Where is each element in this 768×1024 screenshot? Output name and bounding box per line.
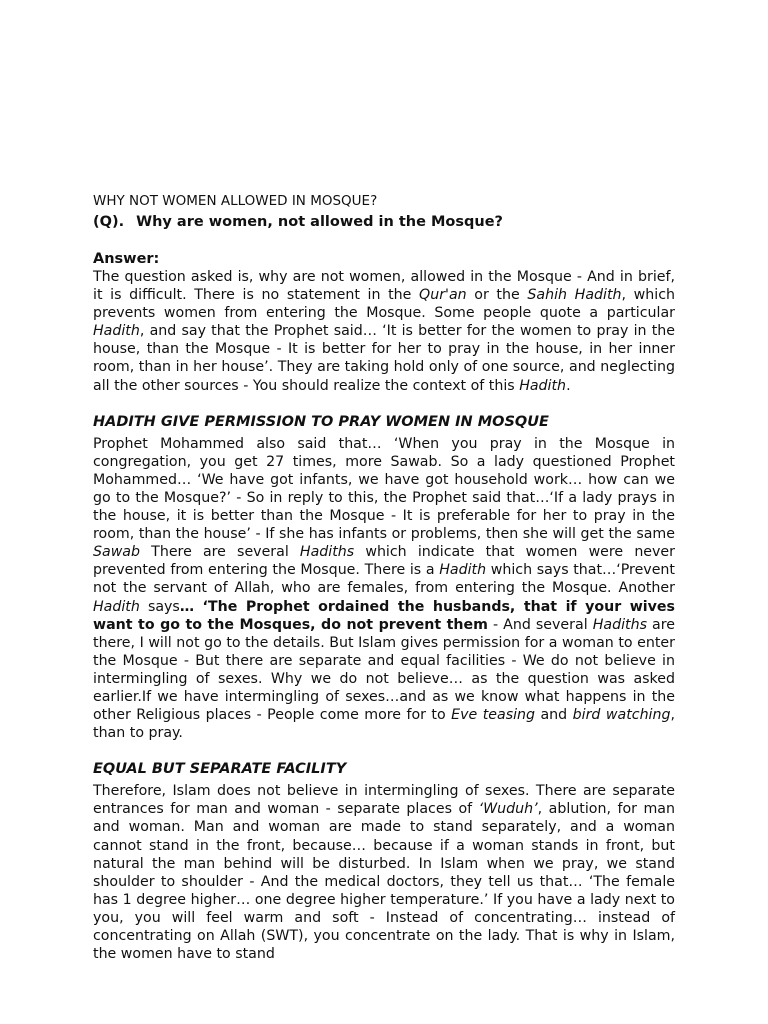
question-line: [93, 212, 675, 232]
answer-label: Answer:: [93, 251, 160, 267]
body-text: says: [139, 598, 180, 615]
body-text: There are several: [140, 544, 300, 561]
answer-paragraph: [93, 268, 675, 395]
body-text: , ablution, for man and woman. Man and woman are made to stand separately, and a woman cannot stand in the front, because… because if a woman stands in front, but natural the man behind will be disturbed. In Islam when we pray, we stand shoulder to shoulder - And the medical doctors, they tell us that… ‘The female has 1 degree higher… one degree higher temperature.’ If you have a lady next to you, you will feel warm and soft - Instead of concentrating… instead of concentrating on Allah (SWT), you concentrate on the lady. That is why in Islam, the women have to stand: [93, 801, 675, 963]
bold-text: … ‘The Prophet ordained the husbands, that if your wives want to go to the Mosques, do not prevent them: [93, 598, 675, 633]
italic-text: Hadith: [93, 323, 140, 340]
italic-text: bird watching: [572, 707, 671, 724]
italic-text: Sahih Hadith: [527, 287, 622, 304]
body-text: The question asked is, why are not women, allowed in the Mosque - And in brief, it is difficult. There is no statement in the: [93, 269, 675, 304]
equal-facility-paragraph: [93, 782, 675, 963]
italic-text: Hadith: [93, 598, 140, 615]
body-text: or the: [466, 287, 528, 304]
italic-text: Hadith: [519, 377, 567, 394]
body-text: - And several: [487, 616, 593, 633]
document-title: WHY NOT WOMEN ALLOWED IN MOSQUE?: [93, 193, 378, 209]
section-heading-permission: HADITH GIVE PERMISSION TO PRAY WOMEN IN MOSQUE: [93, 413, 549, 430]
question-text: Why are women, not allowed in the Mosque?: [136, 214, 503, 230]
body-text: and: [535, 707, 573, 724]
italic-text: Eve teasing: [451, 707, 536, 724]
body-text: , than to pray.: [93, 707, 676, 742]
italic-text: Sawab: [93, 544, 141, 561]
body-text: , which prevents women from entering the Mosque. Some people quote a particular: [93, 287, 676, 322]
italic-text: Hadiths: [299, 544, 355, 561]
body-text: , and say that the Prophet said… ‘It is better for the women to pray in the house, than the Mosque - It is better for her to pray in the house, in her inner room, than in her house’. They are taking hold only of one source, and neglecting all the other sources - You should realize the context of this: [93, 323, 675, 394]
italic-text: Hadith: [439, 562, 487, 579]
permission-paragraph: [93, 435, 675, 743]
document-body: [93, 192, 675, 963]
body-text: Therefore, Islam does not believe in intermingling of sexes. There are separate entrances for man and woman - separate places of: [93, 783, 675, 818]
italic-text: Qur'an: [419, 287, 467, 304]
question-label: (Q).: [93, 214, 125, 230]
body-text: .: [566, 377, 571, 394]
body-text: Prophet Mohammed also said that… ‘When you pray in the Mosque in congregation, you get 27 times, more Sawab. So a lady questioned Prophet Mohammed… ‘We have got infants, we have got household work… how can we go to the Mosque?’ - So in reply to this, the Prophet said that…‘If a lady prays in the house, it is better than the Mosque - It is preferable for her to pray in the room, than the house’ - If she has infants or problems, then she will get the same: [93, 435, 675, 543]
body-text: which indicate that women were never prevented from entering the Mosque. There is a: [93, 544, 675, 579]
body-text: which says that…‘Prevent not the servant of Allah, who are females, from entering the Mosque. Another: [93, 562, 675, 597]
section-heading-equal-facility: EQUAL BUT SEPARATE FACILITY: [93, 761, 347, 778]
italic-text: Hadiths: [592, 616, 647, 633]
body-text: are there, I will not go to the details. But Islam gives permission for a woman to enter the Mosque - But there are separate and equal facilities - We do not believe in intermingling of sexes. Why we do not believe… as the question was asked earlier.If we have intermingling of sexes…and as we know what happens in the other Religious places - People come more for to: [93, 616, 675, 724]
italic-text: ‘Wuduh’: [478, 801, 538, 818]
